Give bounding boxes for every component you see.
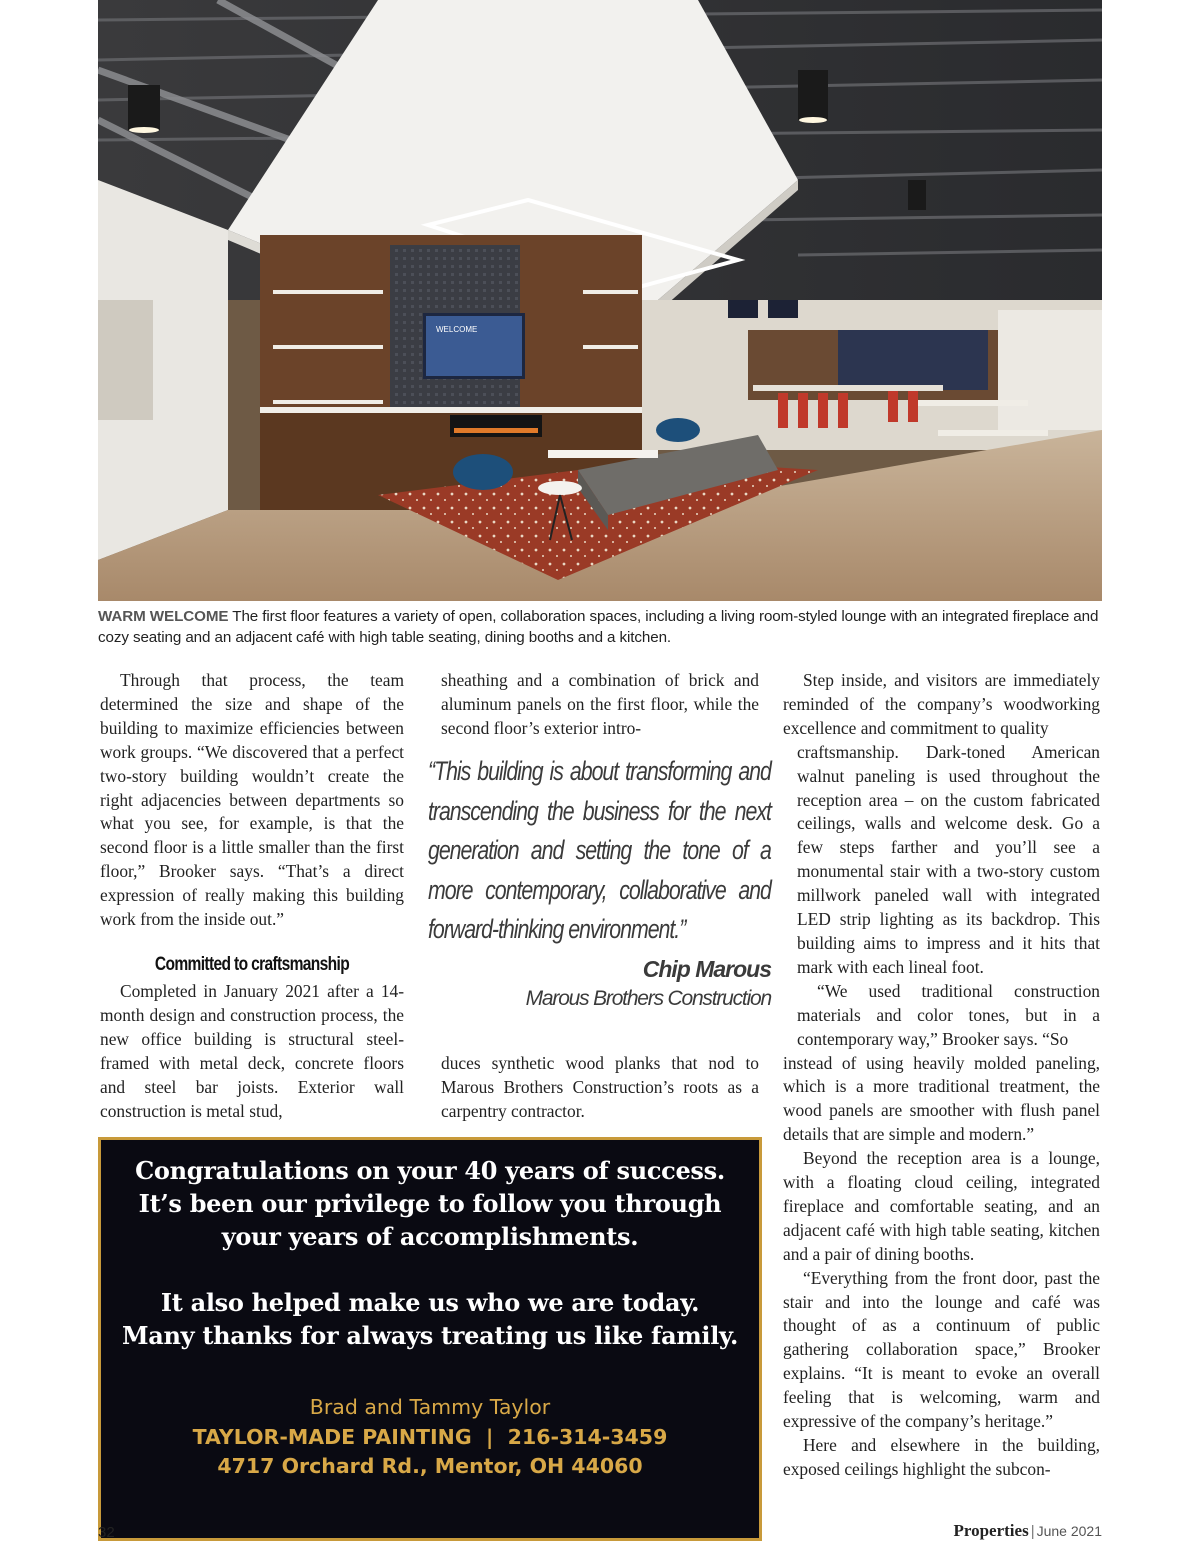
ad-headline-line: Congratulations on your 40 years of success. (135, 1156, 725, 1185)
page-number: 32 (98, 1524, 115, 1541)
article-column-2-bottom (441, 1052, 759, 1124)
congratulations-advertisement (98, 1137, 762, 1541)
article-column-2-top (441, 669, 759, 741)
caption-text: The first floor features a variety of open, collaboration spaces, including a living room-styled lounge with an integrated fireplace and cozy seating and an adjacent café with high table seating, dining booths and a kitchen. (98, 608, 1099, 646)
tv-welcome-text: WELCOME (436, 325, 478, 334)
article-column-3 (783, 669, 1100, 1482)
ad-headline-line: It’s been our privilege to follow you through (138, 1189, 722, 1218)
body-paragraph: sheathing and a combination of brick and aluminum panels on the first floor, while the second floor’s exterior intro- (441, 670, 759, 738)
ad-headline-block-2 (101, 1286, 759, 1352)
body-paragraph-inset: craftsmanship. Dark-toned American walnut paneling is used throughout the reception area – on the custom fabricated ceilings, walls and welcome desk. Go a few steps farther and you’ll see a monumental stair with a two-story custom millwork paneled wall with integrated LED strip lighting as its backdrop. This building aims to impress and it hits that mark with each lineal foot. (797, 741, 1100, 977)
article-column-1 (100, 669, 404, 932)
caption-lead: WARM WELCOME (98, 608, 229, 625)
body-paragraph: Beyond the reception area is a lounge, with a floating cloud ceiling, integrated fireplace and comfortable seating, and an adjacent café with high table seating, kitchen and a pair of dining booths. (783, 1148, 1100, 1264)
section-subhead: Committed to craftsmanship (154, 954, 350, 975)
ad-contact-block (101, 1393, 759, 1482)
ad-address: 4717 Orchard Rd., Mentor, OH 44060 (217, 1454, 643, 1478)
body-paragraph: Completed in January 2021 after a 14-month design and construction process, the new office building is structural steel-framed with metal deck, concrete floors and steel bar joists. Exterior wall construction is metal stud, (100, 981, 404, 1121)
issue-date: June 2021 (1036, 1523, 1102, 1539)
ad-headline-line: Many thanks for always treating us like family. (121, 1321, 739, 1350)
ad-headline-line: It also helped make us who we are today. (160, 1288, 700, 1317)
ad-headline-block-1 (101, 1154, 759, 1253)
pull-quote (428, 752, 771, 950)
ad-names: Brad and Tammy Taylor (309, 1395, 551, 1419)
body-paragraph: duces synthetic wood planks that nod to Marous Brothers Construction’s roots as a carpentry contractor. (441, 1053, 759, 1121)
pull-quote-attribution-organization: Marous Brothers Construction (525, 987, 771, 1010)
ad-company-phone: TAYLOR-MADE PAINTING | 216-314-3459 (192, 1424, 668, 1449)
pull-quote-text: “This building is about transforming and transcending the business for the next generation and setting the tone of a more contemporary, collaborative and forward-thinking environment.” (428, 756, 771, 945)
magazine-name: Properties (953, 1521, 1029, 1540)
pull-quote-attribution-name: Chip Marous (642, 956, 771, 982)
body-paragraph: instead of using heavily molded paneling, which is a more traditional treatment, the wood panels are smoother with flush panel details that are simple and modern.” (783, 1052, 1100, 1145)
footer-separator: | (1030, 1523, 1035, 1540)
article-column-1-continued (100, 980, 404, 1123)
body-paragraph: “Everything from the front door, past the stair and into the lounge and café was thought of as a continuum of public gathering collaboration space,” Brooker explains. “It is meant to evoke an overall feeling that is welcoming, warm and expressive of the company’s heritage.” (783, 1267, 1100, 1432)
photo-caption (98, 606, 1106, 648)
magazine-footer (953, 1521, 1102, 1541)
body-paragraph: Here and elsewhere in the building, exposed ceilings highlight the subcon- (783, 1435, 1100, 1479)
body-paragraph: Step inside, and visitors are immediately reminded of the company’s woodworking excellence and commitment to quality (783, 670, 1100, 738)
lounge-photo (98, 0, 1102, 601)
body-paragraph: Through that process, the team determined the size and shape of the building to maximize efficiencies between work groups. “We discovered that a perfect two-story building wouldn’t create the right adjacencies between departments so what you see, for example, is that the second floor is a little smaller than the first floor,” Brooker says. “That’s a direct expression of really making this building work from the inside out.” (100, 670, 404, 930)
ad-headline-line: your years of accomplishments. (221, 1222, 639, 1251)
body-paragraph-inset: “We used traditional construction materials and color tones, but in a contemporary way,” Brooker says. “So (797, 980, 1100, 1049)
